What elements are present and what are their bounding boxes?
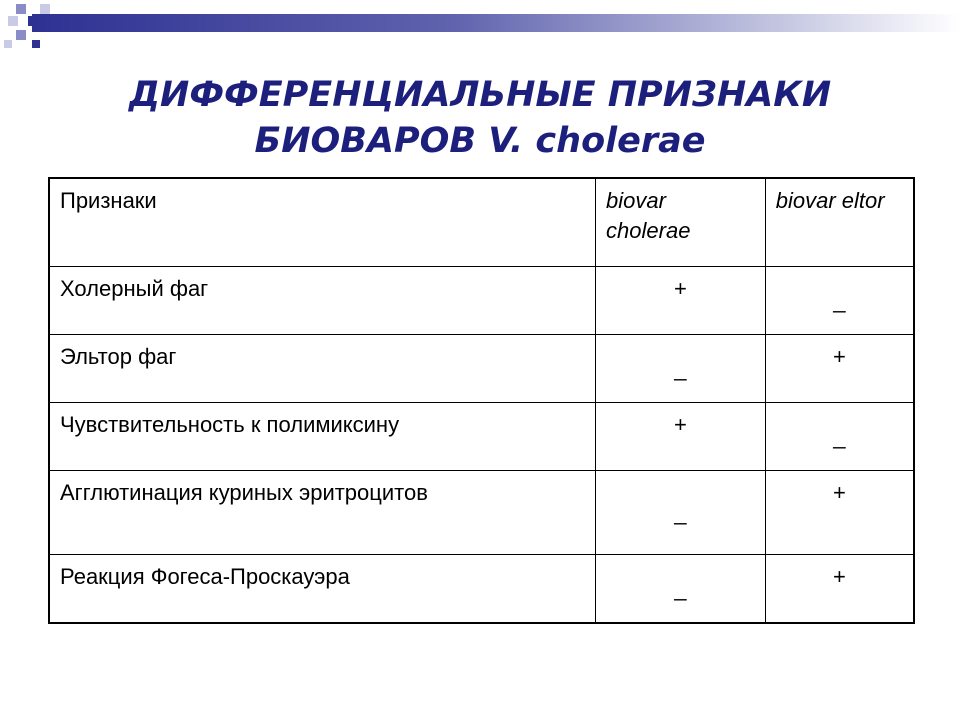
decor-square — [32, 40, 40, 48]
eltor-cell: + — [765, 471, 914, 555]
eltor-cell: + — [765, 555, 914, 624]
cholerae-cell: _ — [596, 335, 766, 403]
header-gradient-bar — [32, 14, 960, 32]
eltor-cell: _ — [765, 403, 914, 471]
slide-title-line-1: ДИФФЕРЕНЦИАЛЬНЫЕ ПРИЗНАКИ — [128, 75, 832, 115]
biovar-features-table — [48, 177, 915, 624]
slide-title — [0, 72, 960, 164]
feature-cell: Агглютинация куриных эритроцитов — [49, 471, 596, 555]
feature-cell: Эльтор фаг — [49, 335, 596, 403]
table-row — [49, 267, 914, 335]
table-row — [49, 403, 914, 471]
table-row — [49, 471, 914, 555]
feature-cell: Чувствительность к полимиксину — [49, 403, 596, 471]
cholerae-cell: + — [596, 267, 766, 335]
feature-cell: Холерный фаг — [49, 267, 596, 335]
decor-square — [16, 4, 26, 14]
eltor-cell: + — [765, 335, 914, 403]
decor-square — [16, 30, 26, 40]
decor-square — [28, 16, 38, 26]
table-row — [49, 335, 914, 403]
table-row — [49, 555, 914, 624]
eltor-cell: _ — [765, 267, 914, 335]
decor-square — [40, 4, 50, 14]
header-biovar-eltor: biovar eltor — [765, 178, 914, 267]
slide-title-line-2: БИОВАРОВ V. cholerae — [254, 121, 706, 161]
header-features: Признаки — [49, 178, 596, 267]
header-biovar-cholerae: biovar cholerae — [596, 178, 766, 267]
decor-square — [4, 40, 12, 48]
table-header-row — [49, 178, 914, 267]
cholerae-cell: _ — [596, 555, 766, 624]
decor-square — [8, 16, 18, 26]
cholerae-cell: + — [596, 403, 766, 471]
feature-cell: Реакция Фогеса-Проскауэра — [49, 555, 596, 624]
cholerae-cell: _ — [596, 471, 766, 555]
